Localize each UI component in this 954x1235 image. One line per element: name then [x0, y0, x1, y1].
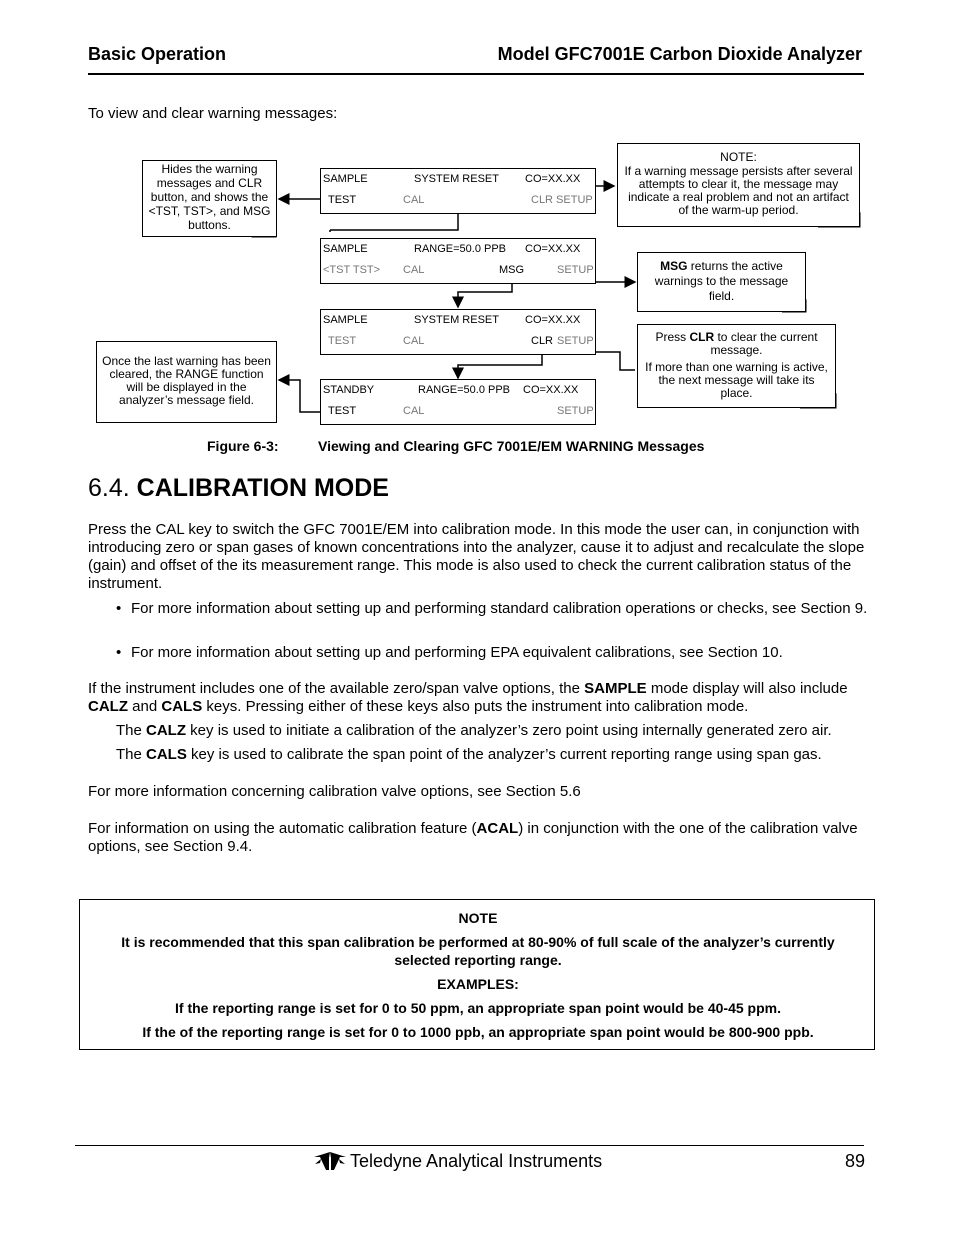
arrow-standby-to-range-note	[279, 380, 323, 412]
test-key[interactable]: TEST	[328, 335, 357, 347]
screen-mode: STANDBY	[323, 384, 375, 396]
intro-text: To view and clear warning messages:	[88, 105, 338, 122]
paragraph-valve-reference: For more information concerning calibration valve options, see Section 5.6	[88, 783, 581, 800]
note-example-2: If the of the reporting range is set for 0 to 1000 ppb, an appropriate span point would be 800-900 ppb.	[142, 1024, 814, 1040]
screen-message: RANGE=50.0 PPB	[418, 384, 511, 396]
arrow-msg-to-screen3	[458, 282, 512, 307]
note-examples-title: EXAMPLES:	[437, 976, 519, 992]
callout-text-post: to clear the current message.	[710, 330, 818, 357]
arrow-clr-to-screen4	[458, 352, 542, 378]
note-title: NOTE	[458, 910, 498, 926]
callout-clr	[637, 324, 836, 408]
header-section-title: Basic Operation	[88, 44, 227, 64]
setup-key[interactable]: SETUP	[557, 335, 594, 347]
callout-key: RANGE	[175, 367, 219, 381]
header-document-title: Model GFC7001E Carbon Dioxide Analyzer	[497, 44, 862, 64]
setup-key[interactable]: SETUP	[557, 405, 594, 417]
screen-message: RANGE=50.0 PPB	[414, 243, 507, 255]
tst-keys[interactable]: <TST TST>	[323, 264, 381, 276]
callout-text-2: If more than one warning is active, the next message will take its place.	[645, 360, 828, 400]
clr-setup-keys[interactable]: CLR SETUP	[531, 194, 593, 206]
bullet-marker: •	[116, 600, 122, 617]
cal-key[interactable]: CAL	[403, 335, 425, 347]
callout-range	[96, 341, 277, 423]
teledyne-logo-icon	[312, 1150, 348, 1172]
paragraph-calz: The CALZ key is used to initiate a calibration of the analyzer’s zero point using internally generated zero air.	[116, 722, 832, 739]
paragraph-cals: The CALS key is used to calibrate the span point of the analyzer’s current reporting range using span gas.	[116, 746, 822, 763]
note-example-1: If the reporting range is set for 0 to 50 ppm, an appropriate span point would be 40-45 ppm.	[175, 1000, 781, 1016]
display-screen-range	[320, 238, 596, 284]
footer-company: Teledyne Analytical Instruments	[350, 1151, 603, 1171]
page-number: 89	[845, 1151, 866, 1171]
display-screen-standby	[320, 379, 596, 425]
callout-text-pre: Once the last warning has been cleared, the	[102, 354, 271, 381]
test-key[interactable]: TEST	[328, 194, 357, 206]
screen-concentration: CO=XX.XX	[525, 173, 581, 185]
cal-key[interactable]: CAL	[403, 405, 425, 417]
footer-rule	[75, 1145, 864, 1146]
paragraph-calibration-intro: Press the CAL key to switch the GFC 7001E/EM into calibration mode. In this mode the user can, in conjunction with introducing zero or span gases of known concentrations into the analyzer, cause it to adjust and recalculate the slope (gain) and offset of the its measurement range. This mode is also used to check the current calibration status of the instrument.	[88, 521, 865, 592]
display-screen-system-reset-clr	[320, 309, 596, 355]
note-box	[79, 899, 875, 1050]
figure-caption-text: Viewing and Clearing GFC 7001E/EM WARNING Messages	[318, 438, 705, 454]
callout-msg	[637, 252, 806, 312]
clr-key[interactable]: CLR	[531, 335, 554, 347]
screen-mode: SAMPLE	[323, 314, 368, 326]
note-recommendation: It is recommended that this span calibration be performed at 80-90% of full scale of the analyzer’s currently selected reporting range.	[121, 934, 835, 968]
callout-key: CLR	[689, 330, 715, 344]
msg-key[interactable]: MSG	[499, 264, 525, 276]
section-number: 6.4.	[88, 474, 130, 502]
paragraph-valve-options: If the instrument includes one of the available zero/span valve options, the SAMPLE mode display will also include CALZ and CALS keys. Pressing either of these keys also puts the instrument into calibration mode.	[88, 680, 848, 715]
screen-message: SYSTEM RESET	[414, 173, 499, 185]
bullet-item: For more information about setting up and performing standard calibration operations or checks, see Section 9.	[131, 600, 868, 617]
warning-messages-figure	[0, 0, 954, 440]
screen-mode: SAMPLE	[323, 173, 368, 185]
display-screen-system-reset	[320, 168, 596, 214]
callout-text-post: function will be displayed in the analyzer’s message field.	[119, 367, 264, 407]
test-key[interactable]: TEST	[328, 405, 357, 417]
callout-title: NOTE:	[720, 150, 757, 164]
section-title: CALIBRATION MODE	[136, 474, 389, 502]
bullet-item: For more information about setting up and performing EPA equivalent calibrations, see Section 10.	[131, 644, 783, 661]
figure-caption-label: Figure 6-3:	[207, 438, 279, 454]
screen-concentration: CO=XX.XX	[523, 384, 579, 396]
screen-concentration: CO=XX.XX	[525, 243, 581, 255]
bullet-marker: •	[116, 644, 122, 661]
screen-message: SYSTEM RESET	[414, 314, 499, 326]
section-heading	[88, 474, 389, 503]
callout-text: Hides the warning messages and CLR button, and shows the <TST, TST>, and MSG buttons.	[148, 162, 271, 232]
cal-key[interactable]: CAL	[403, 194, 425, 206]
callout-note-persist	[617, 143, 860, 227]
arrow-clr-path	[330, 213, 458, 230]
paragraph-acal: For information on using the automatic calibration feature (ACAL) in conjunction with the one of the calibration valve options, see Section 9.4.	[88, 820, 858, 855]
screen-concentration: CO=XX.XX	[525, 314, 581, 326]
screen-mode: SAMPLE	[323, 243, 368, 255]
callout-key: MSG	[660, 259, 688, 273]
setup-key[interactable]: SETUP	[557, 264, 594, 276]
callout-text: If a warning message persists after several attempts to clear it, the message may indicate a real problem and not an artifact of the warm-up period.	[624, 164, 853, 217]
callout-hides-warning	[142, 160, 277, 237]
callout-text: returns the active warnings to the message field.	[654, 259, 789, 303]
cal-key[interactable]: CAL	[403, 264, 425, 276]
callout-text-pre: Press	[655, 330, 690, 344]
